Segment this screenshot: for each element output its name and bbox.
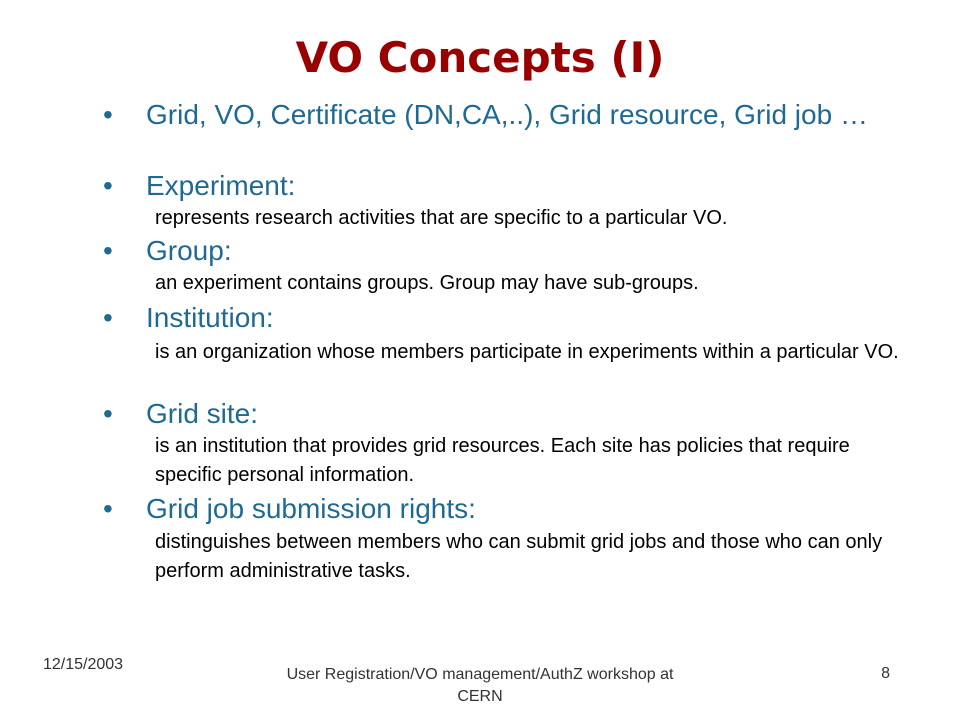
bullet-description: an experiment contains groups. Group may have sub-groups. <box>155 272 699 294</box>
bullet-heading: Grid, VO, Certificate (DN,CA,..), Grid resource, Grid job … <box>146 99 868 130</box>
bullet-description: distinguishes between members who can submit grid jobs and those who can only perform administrative tasks. <box>155 531 883 582</box>
page-number: 8 <box>881 665 890 682</box>
bullet-dot: • <box>103 170 113 201</box>
bullet-heading: Grid site: <box>146 398 259 429</box>
bullet-dot: • <box>103 493 113 524</box>
bullet-heading: Institution: <box>146 302 274 333</box>
bullet-dot: • <box>103 302 113 333</box>
bullet-heading: Group: <box>146 235 232 266</box>
footer-title: User Registration/VO management/AuthZ workshop at CERN <box>286 666 674 705</box>
footer-date: 12/15/2003 <box>43 656 124 673</box>
bullet-heading: Experiment: <box>146 170 296 201</box>
bullet-description: represents research activities that are specific to a particular VO. <box>155 207 728 229</box>
bullet-dot: • <box>103 235 113 266</box>
bullet-dot: • <box>103 398 113 429</box>
bullet-description: is an institution that provides grid resources. Each site has policies that require specific personal information. <box>155 435 850 486</box>
slide-title: VO Concepts (I) <box>295 33 665 82</box>
bullet-heading: Grid job submission rights: <box>146 493 476 524</box>
bullet-description: is an organization whose members participate in experiments within a particular VO. <box>155 341 899 363</box>
bullet-dot: • <box>103 99 113 130</box>
